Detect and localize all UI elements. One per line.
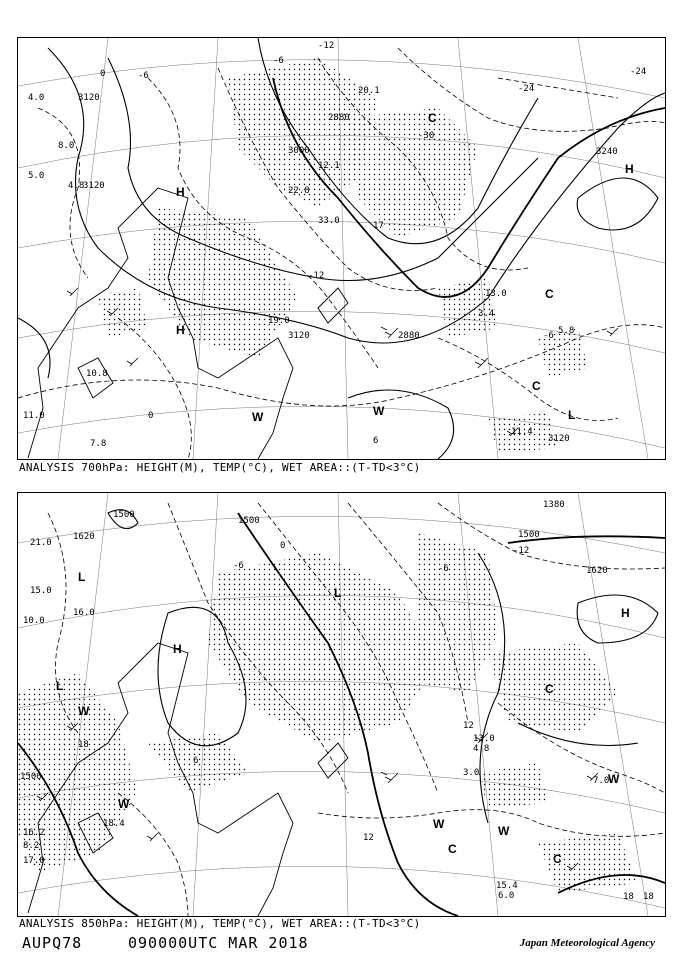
temperature-label: -12 bbox=[513, 546, 530, 556]
pressure-center-label: C bbox=[553, 852, 562, 866]
temperature-label: 6 bbox=[373, 436, 379, 446]
agency-credit: Japan Meteorological Agency bbox=[519, 937, 655, 949]
height-label: 1620 bbox=[586, 566, 608, 576]
station-value: 8.2 bbox=[23, 841, 40, 851]
chart-700hpa-panel bbox=[17, 37, 666, 460]
station-value: 4.0 bbox=[28, 93, 45, 103]
station-value: 12.1 bbox=[318, 161, 340, 171]
height-label: 1500 bbox=[518, 530, 540, 540]
station-value: 8.0 bbox=[58, 141, 75, 151]
height-label: 3120 bbox=[78, 93, 100, 103]
height-label: 3000 bbox=[288, 146, 310, 156]
chart-850hpa-caption: ANALYSIS 850hPa: HEIGHT(M), TEMP(°C), WET AREA::(T-TD<3°C) bbox=[19, 917, 421, 930]
pressure-center-label: L bbox=[568, 408, 576, 422]
temperature-label: 18 bbox=[78, 740, 89, 750]
pressure-center-label: H bbox=[176, 185, 185, 199]
pressure-center-label: H bbox=[173, 642, 182, 656]
station-value: 10.8 bbox=[86, 369, 108, 379]
pressure-center-label: C bbox=[545, 287, 554, 301]
temperature-label: -6 bbox=[233, 561, 244, 571]
height-label: 2880 bbox=[398, 331, 420, 341]
pressure-center-label: W bbox=[433, 817, 445, 831]
height-label: 2880 bbox=[328, 113, 350, 123]
pressure-center-label: L bbox=[56, 679, 64, 693]
temperature-label: -30 bbox=[418, 131, 435, 141]
temperature-label: -6 bbox=[543, 331, 554, 341]
pressure-center-label: W bbox=[608, 772, 620, 786]
station-value: 7.0 bbox=[593, 776, 610, 786]
station-value: 21.0 bbox=[30, 538, 52, 548]
pressure-center-label: C bbox=[448, 842, 457, 856]
station-value: 10.0 bbox=[23, 616, 45, 626]
station-value: 16.2 bbox=[23, 828, 45, 838]
temperature-label: 0 bbox=[280, 541, 286, 551]
pressure-center-label: W bbox=[498, 824, 510, 838]
valid-time: 090000UTC MAR 2018 bbox=[128, 934, 309, 952]
height-label: 1620 bbox=[73, 532, 95, 542]
station-value: 7.8 bbox=[90, 439, 107, 449]
height-label: 3120 bbox=[83, 181, 105, 191]
chart-700hpa-map bbox=[18, 38, 665, 459]
temperature-label: -6 bbox=[273, 56, 284, 66]
temperature-label: 6 bbox=[193, 756, 199, 766]
pressure-center-label: W bbox=[252, 410, 264, 424]
pressure-center-label: H bbox=[176, 323, 185, 337]
pressure-center-label: W bbox=[78, 704, 90, 718]
height-label: 1380 bbox=[543, 500, 565, 510]
pressure-center-label: C bbox=[428, 111, 437, 125]
temperature-label: -24 bbox=[630, 67, 647, 77]
pressure-center-label: C bbox=[545, 682, 554, 696]
station-value: 3.4 bbox=[478, 309, 495, 319]
pressure-center-label: L bbox=[334, 586, 342, 600]
station-value: 15.4 bbox=[496, 881, 518, 891]
pressure-center-label: W bbox=[118, 797, 130, 811]
temperature-label: -12 bbox=[318, 41, 335, 51]
pressure-center-label: W bbox=[373, 404, 385, 418]
pressure-center-label: H bbox=[621, 606, 630, 620]
temperature-label: 0 bbox=[148, 411, 154, 421]
temperature-label: -6 bbox=[138, 71, 149, 81]
station-value: 4.8 bbox=[68, 181, 85, 191]
station-value: 13.0 bbox=[485, 289, 507, 299]
station-value: 5.8 bbox=[558, 326, 575, 336]
station-value: 20.1 bbox=[358, 86, 380, 96]
chart-850hpa-map bbox=[18, 493, 665, 916]
height-label: 1500 bbox=[20, 772, 42, 782]
temperature-label: -12 bbox=[308, 271, 325, 281]
station-value: 4.8 bbox=[473, 744, 490, 754]
station-value: 5.0 bbox=[28, 171, 45, 181]
temperature-label: 0 bbox=[100, 69, 106, 79]
chart-700hpa-caption: ANALYSIS 700hPa: HEIGHT(M), TEMP(°C), WET AREA::(T-TD<3°C) bbox=[19, 461, 421, 474]
station-value: 17 bbox=[373, 221, 384, 231]
temperature-label: -24 bbox=[518, 84, 535, 94]
height-label: 1500 bbox=[113, 510, 135, 520]
station-value: 11.0 bbox=[23, 411, 45, 421]
temperature-label: 12 bbox=[363, 833, 374, 843]
height-label: 3120 bbox=[548, 434, 570, 444]
station-value: 15.0 bbox=[30, 586, 52, 596]
pressure-center-label: C bbox=[532, 379, 541, 393]
height-label: 1500 bbox=[238, 516, 260, 526]
station-value: 19.0 bbox=[268, 316, 290, 326]
pressure-center-label: H bbox=[625, 162, 634, 176]
product-id: AUPQ78 bbox=[22, 934, 83, 952]
temperature-label: 12 bbox=[463, 721, 474, 731]
station-value: 18.4 bbox=[103, 819, 125, 829]
height-label: 3120 bbox=[288, 331, 310, 341]
station-value: 13.0 bbox=[473, 734, 495, 744]
pressure-center-label: L bbox=[78, 570, 86, 584]
station-value: 17.0 bbox=[23, 856, 45, 866]
temperature-label: 18 bbox=[623, 892, 634, 902]
station-value: 22.8 bbox=[288, 186, 310, 196]
station-value: 3.0 bbox=[463, 768, 480, 778]
temperature-label: 18 bbox=[643, 892, 654, 902]
station-value: 6.0 bbox=[498, 891, 515, 901]
temperature-label: -6 bbox=[438, 564, 449, 574]
station-value: 11.4 bbox=[511, 427, 533, 437]
station-value: 16.0 bbox=[73, 608, 95, 618]
chart-850hpa-panel bbox=[17, 492, 666, 917]
height-label: 3240 bbox=[596, 147, 618, 157]
station-value: 33.0 bbox=[318, 216, 340, 226]
